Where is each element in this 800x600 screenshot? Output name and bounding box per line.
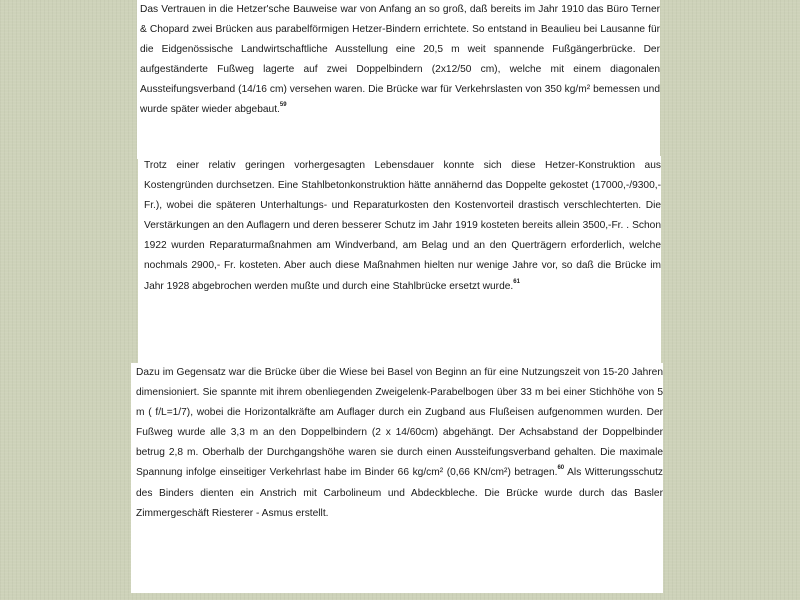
footnote-ref-59[interactable]: 59 [279,102,287,109]
paragraph-2-text: Trotz einer relativ geringen vorhergesagten Lebensdauer konnte sich diese Hetzer-Konstruktion aus Kostengründen durchsetzen. Eine Stahlbetonkonstruktion hätte annähernd das Doppelte gekostet (17000,-/9300,-Fr.), wobei die späteren Unterhaltungs- und Reparaturkosten den Kostenvorteil drastisch verschlechterten. Die Verstärkungen an den Auflagern und deren besserer Schutz im Jahr 1919 kosteten bereits allein 3500,-Fr. . Schon 1922 wurden Reparaturmaßnahmen am Windverband, am Belag und an den Querträgern erforderlich, welche nochmals 2900,- Fr. kosteten. Aber auch diese Maßnahmen hielten nur wenige Jahre vor, so daß die Brücke im Jahr 1928 abgebrochen werden mußte und durch eine Stahlbrücke ersetzt wurde. [144,160,661,292]
paragraph-3-text-a: Dazu im Gegensatz war die Brücke über die Wiese bei Basel von Beginn an für eine Nutzungszeit von 15-20 Jahren dimensioniert. Sie spannte mit ihrem obenliegenden Zweigelenk-Parabelbogen über 33 m bei einer Stichhöhe von 5 m ( f/L=1/7), wobei die Horizontalkräfte am Auflager durch ein Zugband aus Flußeisen aufgenommen wurden. Der Fußweg wurde alle 3,3 m an den Doppelbindern (2 x 14/60cm) abgehängt. Der Achsabstand der Doppelbinder betrug 2,8 m. Oberhalb der Durchgangshöhe waren sie durch einen Aussteifungsverband gehalten. Die maximale Spannung infolge einseitiger Verkehrlast habe im Binder 66 kg/cm² (0,66 KN/cm²) betragen. [136,367,663,479]
paragraph-2 [144,156,661,297]
paragraph-panel-1 [137,0,660,159]
paragraph-3-text-b: Als Witterungsschutz des Binders dienten ein Anstrich mit Carbolineum und Abdeckbleche. Die Brücke wurde durch das Basler Zimmergeschäft Riesterer - Asmus erstellt. [136,467,663,519]
paragraph-panel-3 [131,363,663,593]
paragraph-panel-2 [138,156,661,363]
paragraph-3 [136,363,663,524]
paragraph-1 [140,0,660,121]
footnote-ref-60[interactable]: 60 [557,465,565,472]
paragraph-1-text: Das Vertrauen in die Hetzer'sche Bauweise war von Anfang an so groß, daß bereits im Jahr 1910 das Büro Terner & Chopard zwei Brücken aus parabelförmigen Hetzer-Bindern errichtete. So entstand in Beaulieu bei Lausanne für die Eidgenössische Landwirtschaftliche Ausstellung eine 20,5 m weit spannende Fußgängerbrücke. Der aufgeständerte Fußweg lagerte auf zwei Doppelbindern (2x12/50 cm), welche mit einem diagonalen Aussteifungsverband (14/16 cm) versehen waren. Die Brücke war für Verkehrslasten von 350 kg/m² bemessen und wurde später wieder abgebaut. [140,4,660,116]
footnote-ref-61[interactable]: 61 [513,278,520,285]
